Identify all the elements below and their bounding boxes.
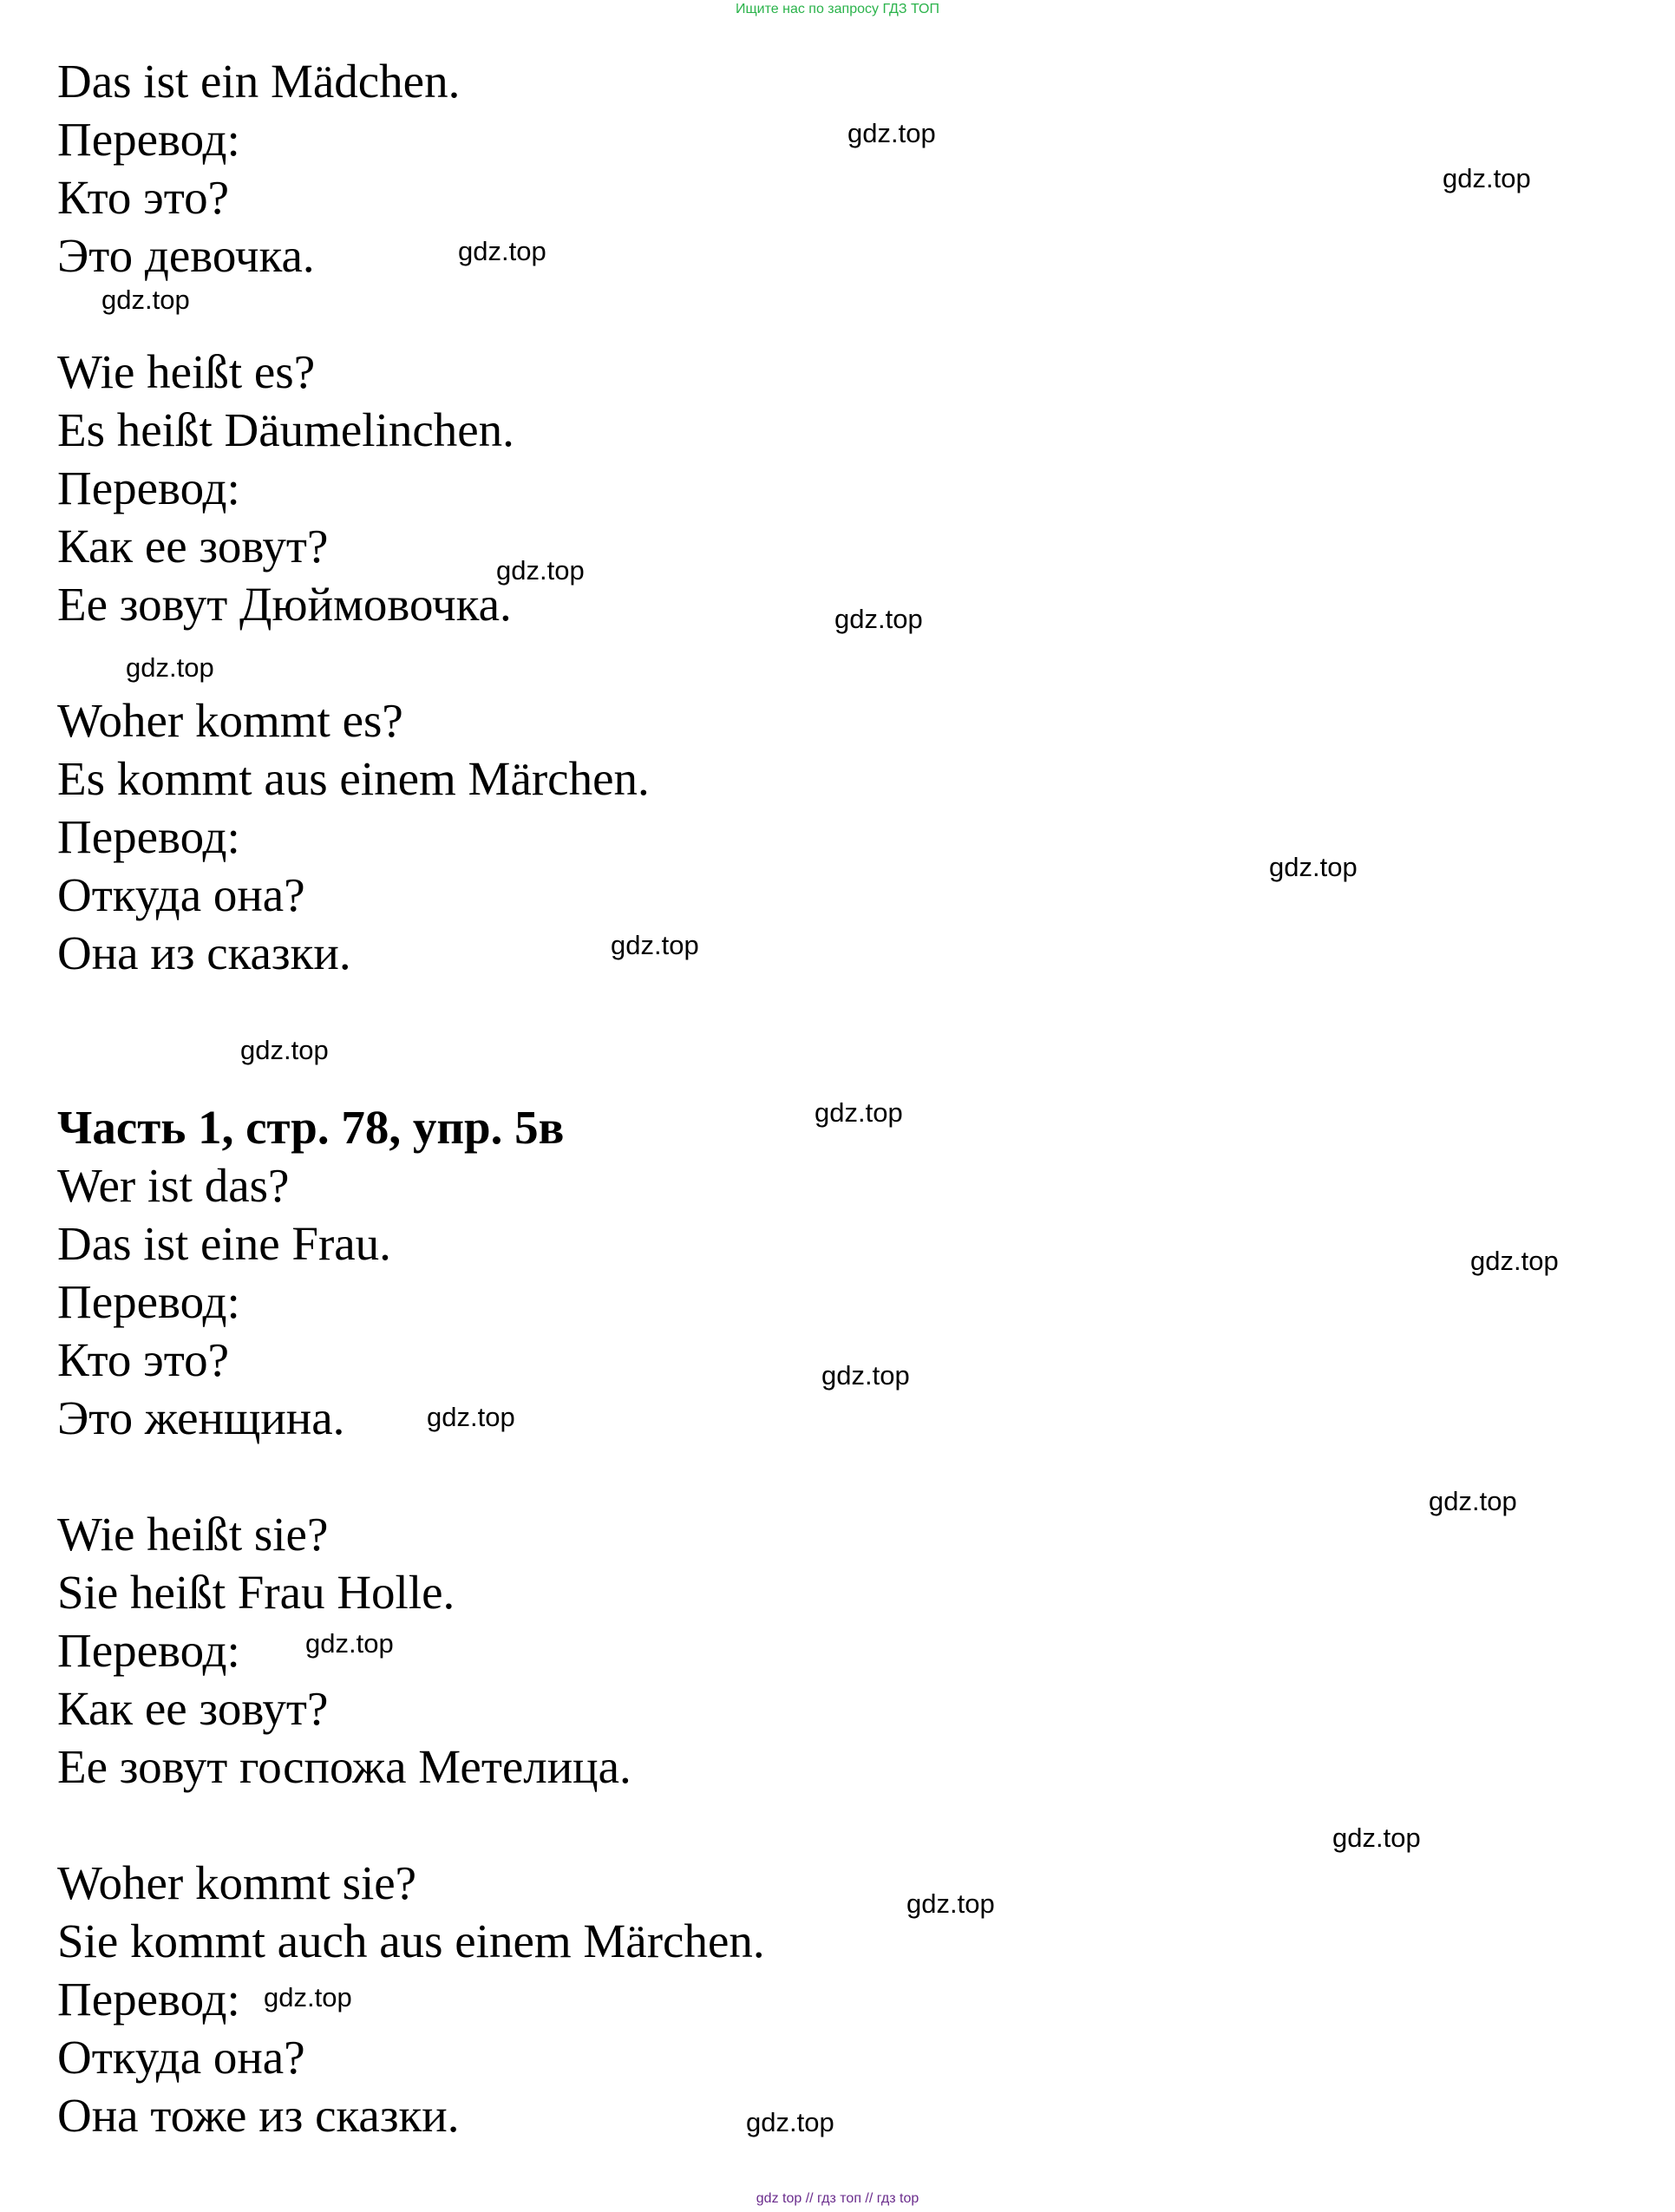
text-line: Ее зовут госпожа Метелица. xyxy=(57,1740,631,1793)
text-block xyxy=(57,52,1532,285)
watermark: gdz.top xyxy=(126,652,214,683)
text-line: Das ist ein Mädchen. xyxy=(57,55,461,108)
watermark: gdz.top xyxy=(906,1888,995,1919)
text-line: Перевод: xyxy=(57,810,240,863)
text-line: Перевод: xyxy=(57,1973,240,2025)
text-line: Ее зовут Дюймовочка. xyxy=(57,578,512,631)
text-line: Es kommt aus einem Märchen. xyxy=(57,752,650,805)
watermark: gdz.top xyxy=(1429,1486,1517,1516)
watermark: gdz.top xyxy=(458,236,546,266)
text-line: Wer ist das? xyxy=(57,1159,290,1212)
text-block xyxy=(57,343,1532,633)
text-line: Кто это? xyxy=(57,171,229,224)
text-block xyxy=(57,1505,1532,1796)
watermark: gdz.top xyxy=(815,1097,903,1128)
text-line: Woher kommt sie? xyxy=(57,1856,417,1909)
text-line: Wie heißt es? xyxy=(57,345,316,398)
text-block xyxy=(57,1156,1532,1447)
watermark: gdz.top xyxy=(240,1035,329,1065)
watermark: gdz.top xyxy=(611,930,699,960)
watermark: gdz.top xyxy=(1269,852,1358,882)
text-line: Wie heißt sie? xyxy=(57,1508,329,1561)
watermark: gdz.top xyxy=(264,1982,352,2012)
watermark: gdz.top xyxy=(834,604,923,634)
watermark: gdz.top xyxy=(1470,1246,1559,1276)
text-line: Откуда она? xyxy=(57,2031,305,2084)
text-line: Как ее зовут? xyxy=(57,520,329,573)
text-line: Das ist eine Frau. xyxy=(57,1217,391,1270)
text-line: Sie kommt auch aus einem Märchen. xyxy=(57,1914,765,1967)
watermark: gdz.top xyxy=(101,285,190,315)
text-line: Sie heißt Frau Holle. xyxy=(57,1566,455,1619)
text-line: Es heißt Däumelinchen. xyxy=(57,403,514,456)
watermark: gdz.top xyxy=(821,1360,910,1391)
text-line: Перевод: xyxy=(57,461,240,514)
text-line: Она из сказки. xyxy=(57,926,351,979)
text-line: Перевод: xyxy=(57,1275,240,1328)
text-line: Это женщина. xyxy=(57,1391,345,1444)
text-line: Перевод: xyxy=(57,1624,240,1677)
document-body xyxy=(57,52,1532,2144)
text-line: Как ее зовут? xyxy=(57,1682,329,1735)
watermark: gdz.top xyxy=(1332,1823,1421,1853)
watermark: gdz.top xyxy=(847,118,936,148)
watermark: gdz.top xyxy=(305,1628,394,1659)
text-line: Это девочка. xyxy=(57,229,315,282)
top-banner: Ищите нас по запросу ГДЗ ТОП xyxy=(736,2,939,16)
watermark: gdz.top xyxy=(496,555,585,586)
watermark: gdz.top xyxy=(427,1402,515,1432)
section-heading: Часть 1, стр. 78, упр. 5в xyxy=(57,1101,565,1154)
text-line: Кто это? xyxy=(57,1333,229,1386)
footer: gdz top // гдз топ // гдз top xyxy=(756,2191,919,2206)
text-line: Откуда она? xyxy=(57,868,305,921)
text-line: Woher kommt es? xyxy=(57,694,403,747)
text-line: Перевод: xyxy=(57,113,240,166)
text-line: Она тоже из сказки. xyxy=(57,2089,460,2142)
watermark: gdz.top xyxy=(746,2107,834,2137)
watermark: gdz.top xyxy=(1443,163,1531,193)
text-block xyxy=(57,691,1532,982)
